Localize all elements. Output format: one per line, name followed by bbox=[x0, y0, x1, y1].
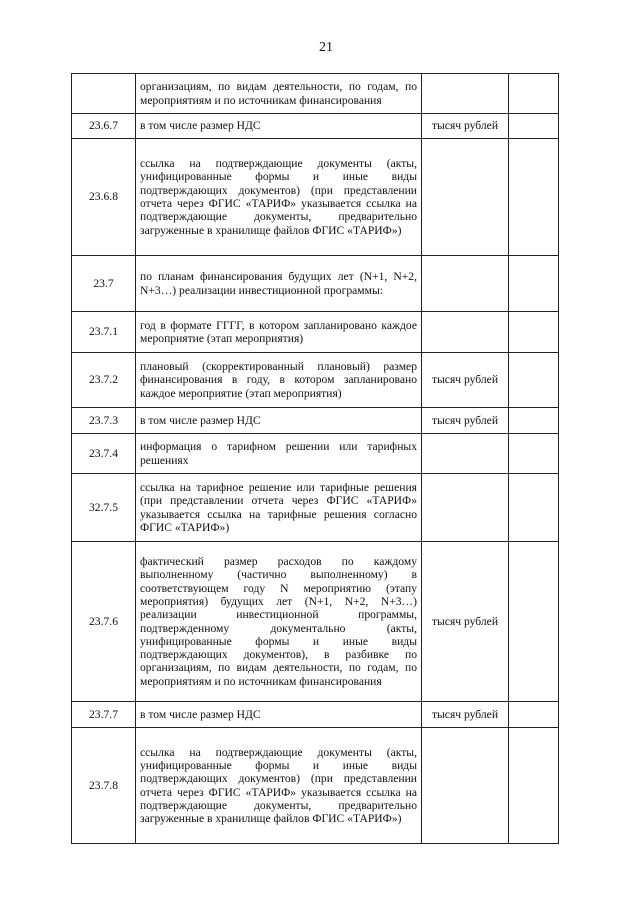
row-value-cell bbox=[509, 139, 559, 256]
row-value-cell bbox=[509, 434, 559, 474]
row-unit: тысяч рублей bbox=[422, 353, 509, 408]
row-description: в том числе размер НДС bbox=[136, 408, 422, 434]
row-number: 23.7.8 bbox=[72, 728, 136, 844]
row-value-cell bbox=[509, 74, 559, 114]
row-number: 23.6.8 bbox=[72, 139, 136, 256]
row-number: 32.7.5 bbox=[72, 474, 136, 542]
row-number: 23.7.6 bbox=[72, 542, 136, 702]
row-unit bbox=[422, 139, 509, 256]
row-value-cell bbox=[509, 408, 559, 434]
row-description: в том числе размер НДС bbox=[136, 702, 422, 728]
row-value-cell bbox=[509, 474, 559, 542]
table-row bbox=[72, 434, 559, 474]
row-value-cell bbox=[509, 353, 559, 408]
row-description: плановый (скорректированный плановый) размер финансирования в году, в котором запланировано каждое мероприятие (этап мероприятия) bbox=[136, 353, 422, 408]
table-row bbox=[72, 139, 559, 256]
row-number bbox=[72, 74, 136, 114]
row-description: в том числе размер НДС bbox=[136, 114, 422, 139]
table-row bbox=[72, 74, 559, 114]
row-unit bbox=[422, 728, 509, 844]
row-description: ссылка на тарифное решение или тарифные решения (при представлении отчета через ФГИС «ТАРИФ» указывается ссылка на тарифные решения согласно ФГИС «ТАРИФ») bbox=[136, 474, 422, 542]
row-value-cell bbox=[509, 702, 559, 728]
row-unit bbox=[422, 434, 509, 474]
row-unit bbox=[422, 74, 509, 114]
row-value-cell bbox=[509, 728, 559, 844]
row-number: 23.7.3 bbox=[72, 408, 136, 434]
row-unit: тысяч рублей bbox=[422, 114, 509, 139]
row-number: 23.7.4 bbox=[72, 434, 136, 474]
table-row bbox=[72, 702, 559, 728]
row-unit bbox=[422, 474, 509, 542]
row-description: фактический размер расходов по каждому выполненному (частично выполненному) в соответствующем году N мероприятию (этапу мероприятия) будущих лет (N+1, N+2, N+3…) реализации инвестиционной программы, подтвержденному документально (акты, унифицированные формы и иные виды подтверждающих документов), в разбивке по организациям, по видам деятельности, по годам, по мероприятиям и по источникам финансирования bbox=[136, 542, 422, 702]
row-description: по планам финансирования будущих лет (N+1, N+2, N+3…) реализации инвестиционной программы: bbox=[136, 256, 422, 312]
row-description: год в формате ГГГГ, в котором запланировано каждое мероприятие (этап мероприятия) bbox=[136, 312, 422, 353]
table-row bbox=[72, 312, 559, 353]
row-number: 23.6.7 bbox=[72, 114, 136, 139]
table-row bbox=[72, 114, 559, 139]
table-row bbox=[72, 474, 559, 542]
row-number: 23.7.1 bbox=[72, 312, 136, 353]
row-description: ссылка на подтверждающие документы (акты, унифицированные формы и иные виды подтверждающих документов) (при представлении отчета через ФГИС «ТАРИФ» указывается ссылка на подтверждающие документы, предварительно загруженные в хранилище файлов ФГИС «ТАРИФ») bbox=[136, 728, 422, 844]
table-row bbox=[72, 256, 559, 312]
row-unit: тысяч рублей bbox=[422, 702, 509, 728]
page-number: 21 bbox=[319, 40, 333, 55]
table-row bbox=[72, 353, 559, 408]
row-unit: тысяч рублей bbox=[422, 408, 509, 434]
row-value-cell bbox=[509, 542, 559, 702]
row-value-cell bbox=[509, 256, 559, 312]
row-number: 23.7.2 bbox=[72, 353, 136, 408]
row-description: организациям, по видам деятельности, по годам, по мероприятиям и по источникам финансирования bbox=[136, 74, 422, 114]
row-unit: тысяч рублей bbox=[422, 542, 509, 702]
row-value-cell bbox=[509, 312, 559, 353]
row-number: 23.7.7 bbox=[72, 702, 136, 728]
row-value-cell bbox=[509, 114, 559, 139]
report-fields-table bbox=[71, 73, 559, 844]
row-description: информация о тарифном решении или тарифных решениях bbox=[136, 434, 422, 474]
row-unit bbox=[422, 312, 509, 353]
row-description: ссылка на подтверждающие документы (акты, унифицированные формы и иные виды подтверждающих документов) (при представлении отчета через ФГИС «ТАРИФ» указывается ссылка на подтверждающие документы, предварительно загруженные в хранилище файлов ФГИС «ТАРИФ») bbox=[136, 139, 422, 256]
table-row bbox=[72, 408, 559, 434]
row-unit bbox=[422, 256, 509, 312]
row-number: 23.7 bbox=[72, 256, 136, 312]
table-row bbox=[72, 728, 559, 844]
table-row bbox=[72, 542, 559, 702]
